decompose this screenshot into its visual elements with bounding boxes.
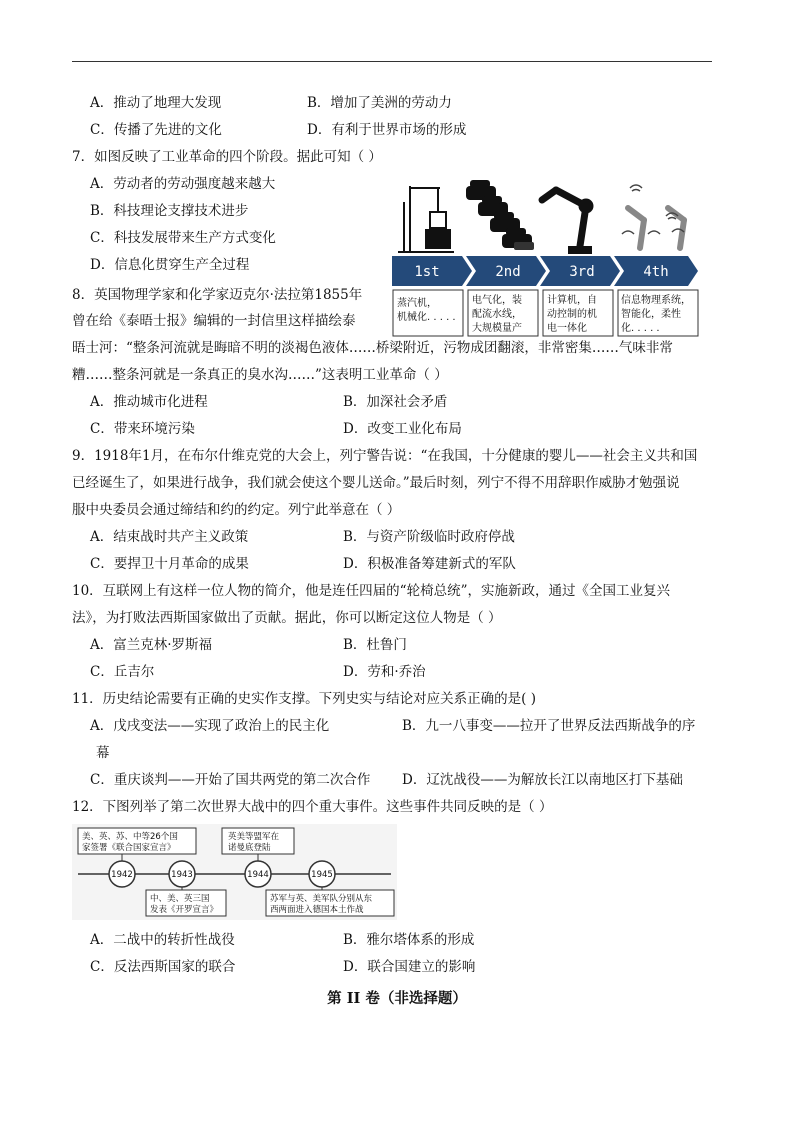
event-text: 诺曼底登陆 <box>228 843 271 853</box>
q6-option-a[interactable]: A．推动了地理大发现 <box>90 95 222 111</box>
stage-1-caption-line: 机械化. . . . . <box>397 312 456 323</box>
stage-4-caption-line: 智能化，柔性 <box>621 309 681 320</box>
event-text: 中、美、英三国 <box>150 894 210 904</box>
year-label: 1944 <box>247 870 269 880</box>
q10-option-d[interactable]: D．劳和·乔治 <box>343 664 426 680</box>
event-text: 发表《开罗宣言》 <box>150 905 219 915</box>
q8-option-a[interactable]: A．推动城市化进程 <box>90 394 208 410</box>
stage-1-label: 1st <box>414 264 440 280</box>
q12-stem: 12．下图列举了第二次世界大战中的四个重大事件。这些事件共同反映的是（ ） <box>72 799 553 815</box>
q11-option-b[interactable]: B．九一八事变——拉开了世界反法西斯战争的序 <box>402 718 696 734</box>
stage-4-label: 4th <box>643 264 669 280</box>
q9-option-b[interactable]: B．与资产阶级临时政府停战 <box>343 529 515 545</box>
q6-option-c[interactable]: C．传播了先进的文化 <box>90 122 222 138</box>
q6-option-d[interactable]: D．有利于世界市场的形成 <box>307 122 467 138</box>
derrick-icon <box>398 186 454 252</box>
q7-option-d[interactable]: D．信息化贯穿生产全过程 <box>90 257 250 273</box>
q11-stem: 11．历史结论需要有正确的史实作支撑。下列史实与结论对应关系正确的是( ) <box>72 691 537 707</box>
q11-option-a[interactable]: A．戊戌变法——实现了政治上的民主化 <box>90 718 330 734</box>
q8-stem-line: 曾在给《泰晤士报》编辑的一封信里这样描绘泰 <box>72 313 356 329</box>
q12-option-d[interactable]: D．联合国建立的影响 <box>343 959 476 975</box>
stage-4-caption-line: 信息物理系统， <box>621 295 691 306</box>
stage-2-label: 2nd <box>495 264 521 280</box>
stage-3-label: 3rd <box>569 264 595 280</box>
q8-stem-line: 糟……整条河就是一条真正的臭水沟……”这表明工业革命（ ） <box>72 367 448 383</box>
header-rule <box>72 61 712 62</box>
q10-stem-line: 10．互联网上有这样一位人物的简介，他是连任四届的“轮椅总统”，实施新政，通过《全国工业复兴 <box>72 583 670 599</box>
stage-1-caption-line: 蒸汽机， <box>397 298 437 309</box>
q10-option-a[interactable]: A．富兰克林·罗斯福 <box>90 637 213 653</box>
year-label: 1945 <box>311 870 333 880</box>
event-text: 英美等盟军在 <box>228 832 280 842</box>
q8-option-c[interactable]: C．带来环境污染 <box>90 421 195 437</box>
stage-2-caption-line: 配流水线， <box>472 309 522 320</box>
q7-option-b[interactable]: B．科技理论支撑技术进步 <box>90 203 249 219</box>
q10-stem-line: 法》，为打败法西斯国家做出了贡献。据此，你可以断定这位人物是（ ） <box>72 610 502 626</box>
q9-option-d[interactable]: D．积极准备筹建新式的军队 <box>343 556 516 572</box>
q10-option-b[interactable]: B．杜鲁门 <box>343 637 407 653</box>
q12-option-b[interactable]: B．雅尔塔体系的形成 <box>343 932 475 948</box>
q6-option-b[interactable]: B．增加了美洲的劳动力 <box>307 95 452 111</box>
q7-stem: 7．如图反映了工业革命的四个阶段。据此可知（ ） <box>72 149 382 165</box>
q12-option-a[interactable]: A．二战中的转折性战役 <box>90 932 235 948</box>
event-text: 家签署《联合国家宣言》 <box>82 843 176 853</box>
stage-3-caption-line: 动控制的机 <box>547 309 597 320</box>
q8-option-b[interactable]: B．加深社会矛盾 <box>343 394 448 410</box>
stage-3-caption-line: 计算机，自 <box>547 295 597 306</box>
q11-option-d[interactable]: D．辽沈战役——为解放长江以南地区打下基础 <box>402 772 683 788</box>
event-text: 美、英、苏、中等26个国 <box>82 832 178 842</box>
stage-2-caption-line: 大规模量产 <box>472 323 522 334</box>
q8-stem-line: 8．英国物理学家和化学家迈克尔·法拉第1855年 <box>72 287 363 303</box>
stage-4-caption-line: 化. . . . . <box>621 323 660 334</box>
year-label: 1942 <box>111 870 133 880</box>
q9-stem-line: 9．1918年1月，在布尔什维克党的大会上，列宁警告说：“在我国，十分健康的婴儿——社会主义共和国 <box>72 448 698 464</box>
stage-3-caption-line: 电一体化 <box>547 323 587 334</box>
robot-arm-icon <box>542 190 590 246</box>
q8-stem-line: 晤士河：“整条河流就是晦暗不明的淡褐色液体……桥梁附近，污物成团翻滚，非常密集……气味非常 <box>72 340 673 356</box>
q9-stem-line: 服中央委员会通过缔结和约的约定。列宁此举意在（ ） <box>72 502 401 518</box>
q12-option-c[interactable]: C．反法西斯国家的联合 <box>90 959 236 975</box>
q9-option-a[interactable]: A．结束战时共产主义政策 <box>90 529 249 545</box>
year-label: 1943 <box>171 870 193 880</box>
stage-2-caption-line: 电气化，装 <box>472 295 522 306</box>
industrial-revolution-figure <box>390 172 700 338</box>
q11-option-b-continued[interactable]: 幕 <box>96 745 110 761</box>
q8-option-d[interactable]: D．改变工业化布局 <box>343 421 462 437</box>
q9-stem-line: 已经诞生了，如果进行战争，我们就会使这个婴儿送命。”最后时刻，列宁不得不用辞职作威胁才勉强说 <box>72 475 680 491</box>
event-text: 苏军与英、美军队分别从东 <box>270 894 373 904</box>
q10-option-c[interactable]: C．丘吉尔 <box>90 664 155 680</box>
event-text: 西两面进入德国本土作战 <box>270 905 364 915</box>
cars-icon <box>466 180 534 250</box>
q7-option-a[interactable]: A．劳动者的劳动强度越来越大 <box>90 176 276 192</box>
ww2-timeline-figure <box>72 824 397 920</box>
q7-option-c[interactable]: C．科技发展带来生产方式变化 <box>90 230 276 246</box>
robot-base <box>568 246 592 254</box>
section-title: 第 II 卷（非选择题） <box>327 990 467 1007</box>
q9-option-c[interactable]: C．要捍卫十月革命的成果 <box>90 556 249 572</box>
q11-option-c[interactable]: C．重庆谈判——开始了国共两党的第二次合作 <box>90 772 371 788</box>
